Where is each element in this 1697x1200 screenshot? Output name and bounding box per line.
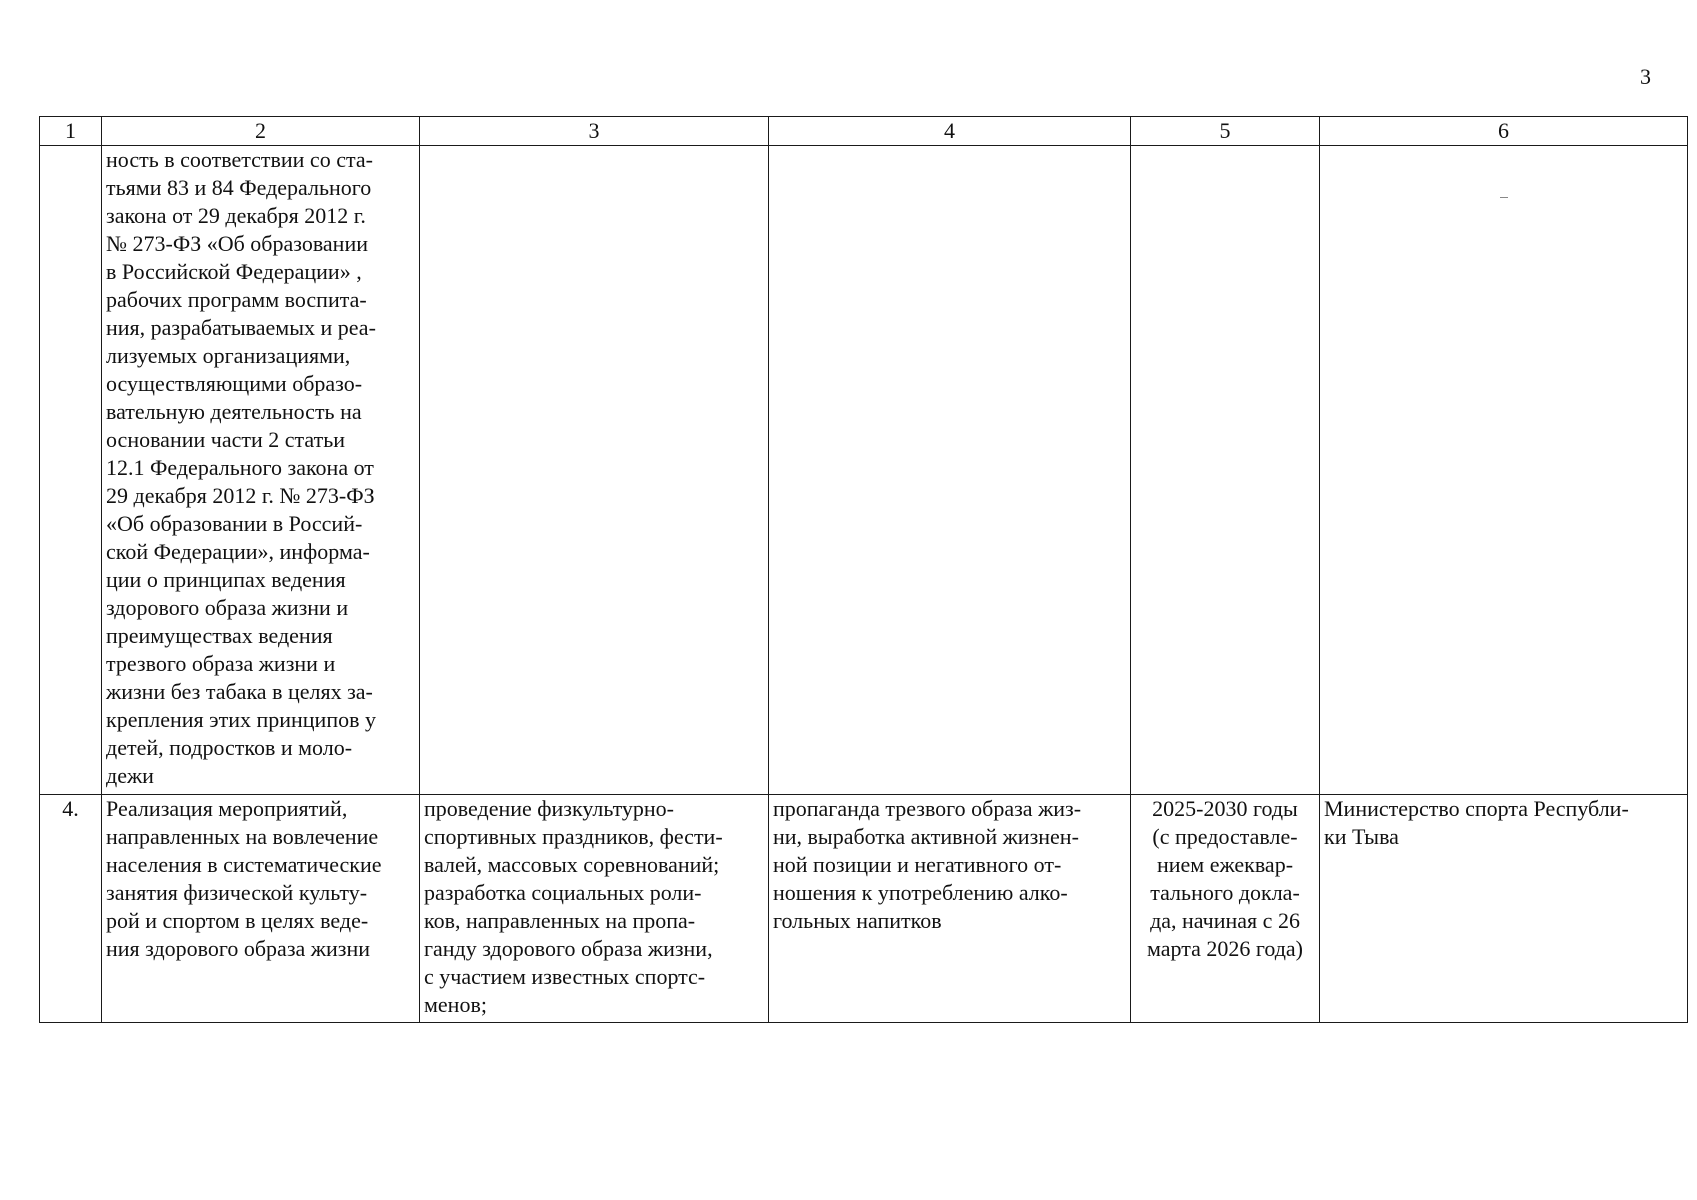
- result-cell: пропаганда трезвого образа жиз- ни, выработка активной жизнен- ной позиции и негативного от- ношения к употреблению алко- гольных напитков: [769, 795, 1131, 1023]
- measure-cell: ность в соответствии со ста- тьями 83 и 84 Федерального закона от 29 декабря 2012 г. № 273-ФЗ «Об образовании в Российской Федерации» , рабочих программ воспита- ния, разрабатываемых и реа- лизуемых организациями, осуществляющими образо- вательную деятельность на основании части 2 статьи 12.1 Федерального закона от 29 декабря 2012 г. № 273-ФЗ «Об образовании в Россий- ской Федерации», информа- ции о принципах ведения здорового образа жизни и преимуществах ведения трезвого образа жизни и жизни без табака в целях за- крепления этих принципов у детей, подростков и моло- дежи: [102, 146, 420, 795]
- column-header-3: 3: [420, 117, 769, 146]
- column-header-5: 5: [1131, 117, 1320, 146]
- table-row: [40, 795, 1688, 1023]
- table-header: [40, 117, 1688, 146]
- result-cell: [769, 146, 1131, 795]
- measure-cell: Реализация мероприятий, направленных на вовлечение населения в систематические занятия физической культу- рой и спортом в целях веде- ния здорового образа жизни: [102, 795, 420, 1023]
- actions-cell: [420, 146, 769, 795]
- column-header-6: 6: [1320, 117, 1688, 146]
- column-header-1: 1: [40, 117, 102, 146]
- table-row: [40, 146, 1688, 795]
- header-row: [40, 117, 1688, 146]
- page-number: 3: [1640, 64, 1651, 89]
- row-number: 4.: [40, 795, 102, 1023]
- actions-cell: проведение физкультурно- спортивных праздников, фести- валей, массовых соревнований; разработка социальных роли- ков, направленных на пропа- ганду здорового образа жизни, с участием известных спортс- менов;: [420, 795, 769, 1023]
- table-body: [40, 146, 1688, 1023]
- executor-cell: [1320, 146, 1688, 795]
- period-cell: [1131, 146, 1320, 795]
- column-header-4: 4: [769, 117, 1131, 146]
- measures-table: [39, 116, 1688, 1023]
- executor-cell: Министерство спорта Республи- ки Тыва: [1320, 795, 1688, 1023]
- period-cell: 2025-2030 годы (с предоставле- нием ежеквар- тального докла- да, начиная с 26 марта 2026 года): [1131, 795, 1320, 1023]
- column-header-2: 2: [102, 117, 420, 146]
- row-number: [40, 146, 102, 795]
